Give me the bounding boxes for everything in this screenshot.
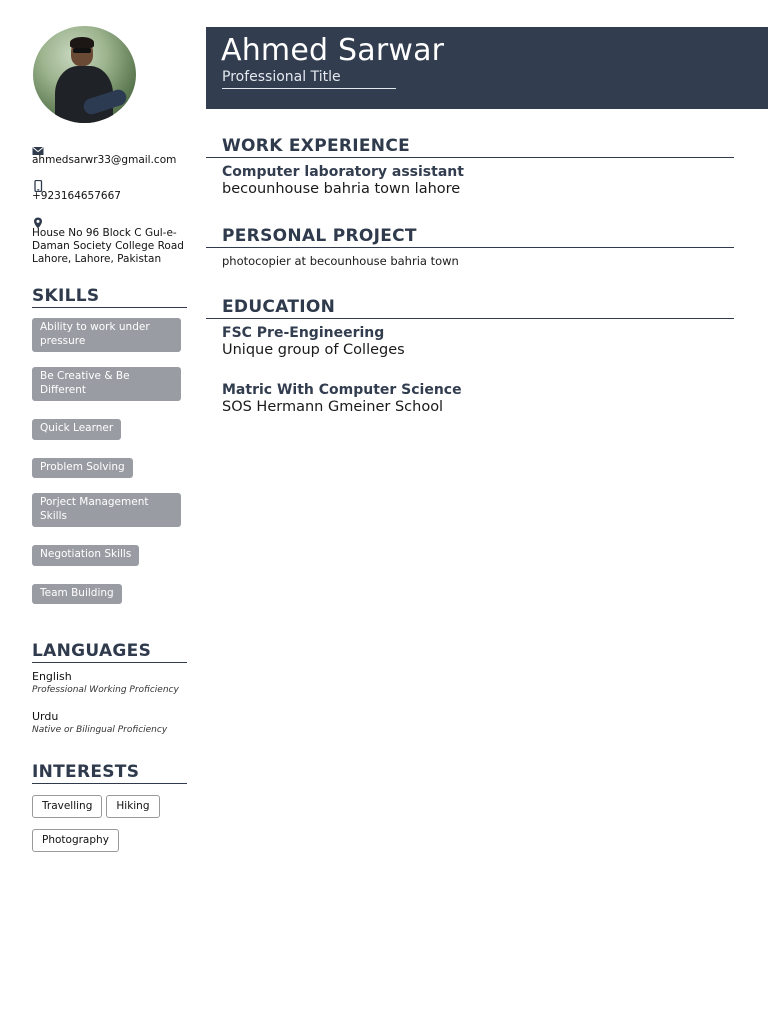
work-entry xyxy=(222,164,734,198)
main-content xyxy=(206,136,734,434)
languages-heading: LANGUAGES xyxy=(32,641,187,663)
education-section xyxy=(206,297,734,416)
language-item xyxy=(32,670,188,696)
languages-section xyxy=(32,641,188,736)
location-pin-icon xyxy=(32,214,188,226)
sidebar xyxy=(32,26,188,862)
contact-address xyxy=(32,214,188,267)
degree-title: Matric With Computer Science xyxy=(222,382,462,398)
interest-tag: Hiking xyxy=(106,795,159,818)
education-entry xyxy=(222,382,734,416)
skill-tag: Quick Learner xyxy=(32,419,121,440)
languages-list xyxy=(32,670,188,736)
school-name: SOS Hermann Gmeiner School xyxy=(222,399,444,415)
skill-tag: Team Building xyxy=(32,584,122,605)
skills-section xyxy=(32,286,188,619)
language-name: English xyxy=(32,670,72,684)
education-entry xyxy=(222,325,734,359)
candidate-name: Ahmed Sarwar xyxy=(221,33,445,68)
interests-list xyxy=(32,794,188,862)
language-level: Professional Working Proficiency xyxy=(32,685,179,696)
profile-photo xyxy=(33,26,136,123)
header-banner xyxy=(206,27,768,109)
language-name: Urdu xyxy=(32,710,59,724)
skill-tag: Problem Solving xyxy=(32,458,133,479)
language-item xyxy=(32,710,188,736)
contact-info xyxy=(32,141,188,266)
phone-text[interactable]: +923164657667 xyxy=(32,190,121,203)
personal-project-section xyxy=(206,226,734,269)
skill-tag: Porject Management Skills xyxy=(32,493,181,527)
interests-heading: INTERESTS xyxy=(32,762,187,784)
personal-project-heading: PERSONAL PROJECT xyxy=(206,226,734,248)
job-role: Computer laboratory assistant xyxy=(222,164,464,180)
interest-tag: Travelling xyxy=(32,795,102,818)
work-experience-heading: WORK EXPERIENCE xyxy=(206,136,734,158)
professional-title: Professional Title xyxy=(222,69,396,89)
interest-tag: Photography xyxy=(32,829,119,852)
skill-tag: Ability to work under pressure xyxy=(32,318,181,352)
language-level: Native or Bilingual Proficiency xyxy=(32,725,168,736)
degree-title: FSC Pre-Engineering xyxy=(222,325,385,341)
education-heading: EDUCATION xyxy=(206,297,734,319)
phone-icon xyxy=(32,177,188,189)
contact-phone xyxy=(32,177,188,203)
contact-email xyxy=(32,141,188,167)
email-icon xyxy=(32,141,188,153)
school-name: Unique group of Colleges xyxy=(222,342,405,358)
skill-tag: Negotiation Skills xyxy=(32,545,139,566)
skill-tag: Be Creative & Be Different xyxy=(32,367,181,401)
address-text: House No 96 Block C Gul-e-Daman Society College Road Lahore, Lahore, Pakistan xyxy=(32,226,184,266)
skills-heading: SKILLS xyxy=(32,286,187,308)
interests-section xyxy=(32,762,188,862)
work-experience-section xyxy=(206,136,734,198)
project-description: photocopier at becounhouse bahria town xyxy=(222,254,459,268)
email-text[interactable]: ahmedsarwr33@gmail.com xyxy=(32,154,177,166)
job-organization: becounhouse bahria town lahore xyxy=(222,181,461,197)
skills-list xyxy=(32,318,188,619)
